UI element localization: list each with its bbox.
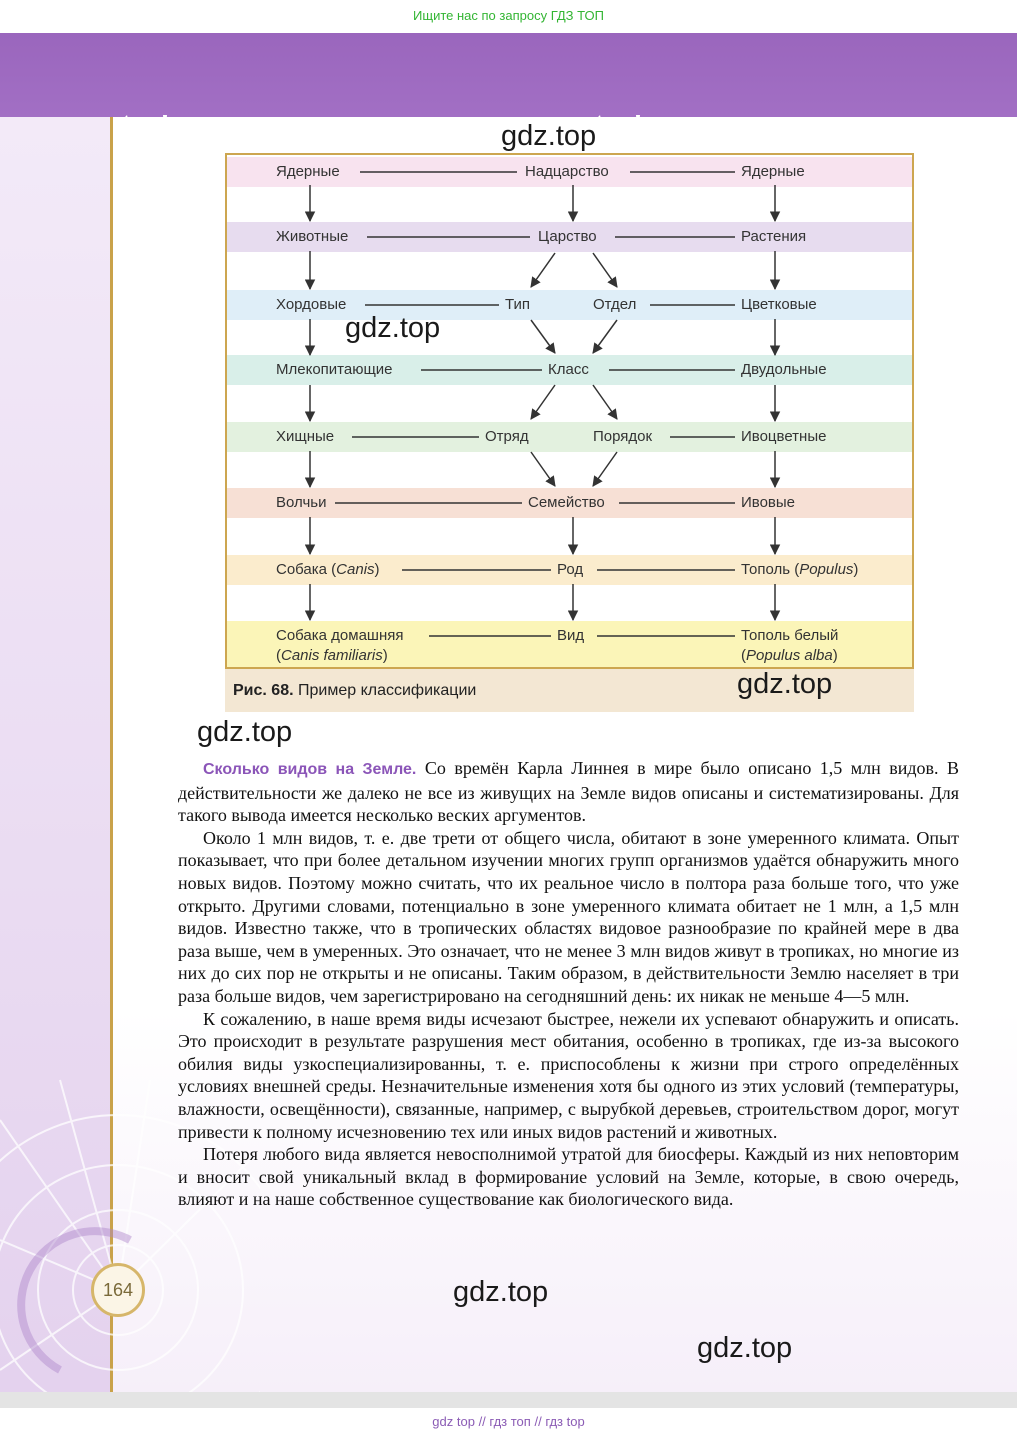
node-chordates: Хордовые [276,296,347,313]
node-willow-order: Ивоцветные [741,428,827,445]
classification-figure [225,153,914,669]
arrow [593,320,617,353]
node-family: Семейство [528,494,605,511]
arrow [531,452,555,486]
node-poplar-genus: Тополь (Populus) [741,561,859,578]
footer-band [0,1392,1017,1408]
node-class: Класс [548,361,589,378]
footer-separator: // [534,1414,542,1429]
watermark: gdz.top [345,312,441,344]
watermark: gdz.top [697,1332,793,1364]
node-nuclear-right: Ядерные [741,163,805,180]
node-canids: Волчьи [276,494,327,511]
paragraph-1: Сколько видов на Земле. Со времён Карла Линнея в мире было описано 1,5 млн видов. В действительности же далеко не все из живущих на Земле видов описаны и систематизированы. Для такого вывода имеется несколько веских аргументов. [178,758,959,826]
footer-links [0,1410,1017,1434]
node-nuclear-left: Ядерные [276,163,340,180]
node-kingdom: Царство [538,228,597,245]
node-order-plant: Порядок [593,428,653,445]
watermark: gdz.top [453,1276,549,1308]
node-species: Вид [557,627,585,644]
node-domestic-dog: Собака домашняя [276,627,404,644]
search-note: Ищите нас по запросу ГДЗ ТОП [413,8,604,23]
node-animals: Животные [276,228,349,245]
node-carnivores: Хищные [276,428,335,445]
paragraph-3: К сожалению, в наше время виды исчезают быстрее, нежели их успевают обнаружить и описать. Это происходит в результате разрушения мест обитания, особенно в тропиках, где из-за высокого обилия виды узкоспециализированны, т. е. приспособлены к жизни при строго определённых условиях внешней среды. Незначительные изменения хотя бы одного из этих условий (температуры, влажности, освещённости), связанные, например, с вырубкой деревьев, строительством дорог, могут привести к полному исчезновению тех или иных видов растений и животных. [178,1008,959,1142]
page-number: 164 [91,1263,145,1317]
footer-link-gdz-top-mixed[interactable]: гдз top [545,1414,585,1429]
node-superkingdom: Надцарство [525,163,609,180]
node-division: Отдел [593,296,637,313]
arrow [593,385,617,419]
node-genus: Род [557,561,584,578]
header-banner [0,33,1017,117]
watermark: gdz.top [197,716,293,748]
node-white-poplar: Тополь белый [741,627,839,644]
arrow [593,452,617,486]
footer-link-gdz-top[interactable]: gdz top [432,1414,475,1429]
paragraph-4: Потеря любого вида является невосполнимой утратой для биосферы. Каждый из них неповторим и вносит свой уникальный вклад в формирование условий на Земле, которые, в свою очередь, влияют и на наше собственное существование как биологического вида. [178,1144,959,1210]
node-white-poplar-latin: (Populus alba) [741,647,838,664]
figure-caption: Рис. 68. Пример классификации [233,682,477,699]
arrow [531,320,555,353]
footer-link-gdz-top-cyrillic[interactable]: гдз топ [489,1414,531,1429]
watermark: gdz.top [501,120,597,152]
section-heading: Сколько видов на Земле. [203,761,417,778]
node-willows: Ивовые [741,494,796,511]
watermark: gdz.top [737,668,833,700]
arrow [593,253,617,287]
node-domestic-dog-latin: (Canis familiaris) [276,647,388,664]
paragraph-2: Около 1 млн видов, т. е. две трети от общего числа, обитают в зоне умеренного климата. Опыт показывает, что при более детальном изучении многих групп организмов удаётся обнаружить много новых видов. Поэтому можно считать, что их реальное число в полтора раза больше того, что уже открыто. Другими словами, потенциально в зоне умеренного климата обитает не 1 млн, а 1,5 млн видов. Известно также, что в тропических областях видовое разнообразие по крайней мере в два раза выше, чем в умеренных. Это означает, что не менее 3 млн видов живут в тропиках, но многие из них до сих пор не открыты и не описаны. Таким образом, в действительности Землю населяет в три раза больше видов, чем зарегистрировано на сегодняшний день: их никак не меньше 4—5 млн. [178,827,959,1006]
node-dicots: Двудольные [741,361,827,378]
node-dog-genus: Собака (Canis) [276,561,380,578]
node-flowering: Цветковые [741,296,817,313]
node-order-animal: Отряд [485,428,529,445]
node-mammals: Млекопитающие [276,361,393,378]
node-phylum: Тип [505,296,531,313]
arrow [531,385,555,419]
node-plants: Растения [741,228,807,245]
footer-separator: // [478,1414,486,1429]
main-text [178,757,959,1211]
arrow [531,253,555,287]
